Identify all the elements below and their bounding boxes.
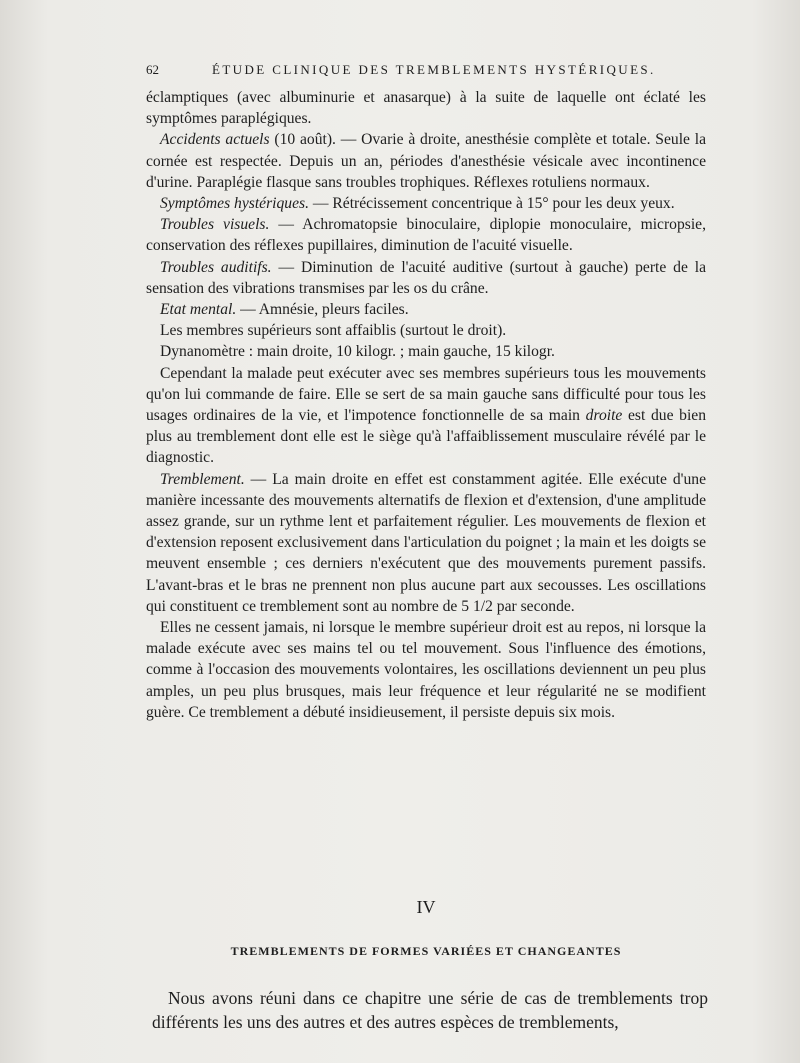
section-label: Troubles visuels.: [160, 216, 270, 234]
section-label: Troubles auditifs.: [160, 258, 272, 276]
section-label: Tremblement.: [160, 470, 245, 488]
paragraph: [146, 299, 706, 320]
section-label: Symptômes hystériques.: [160, 195, 309, 213]
paragraph: [146, 257, 706, 299]
paragraph-text: — Diminution de l'acuité auditive (surtout à gauche) perte de la sensation des vibrations transmises par les os du crâne.: [146, 258, 706, 297]
paragraph-text: est due bien plus au tremblement dont elle est le siège qu'à l'affaiblissement musculaire révélé par le diagnostic.: [146, 407, 707, 467]
paragraph-text: éclamptiques (avec albuminurie et anasarque) à la suite de laquelle ont éclaté les symptômes paraplégiques.: [146, 89, 706, 128]
page-number: 62: [146, 62, 159, 77]
paragraph: [146, 469, 706, 617]
chapter-number: IV: [416, 897, 436, 917]
chapter-title: TREMBLEMENTS DE FORMES VARIÉES ET CHANGEANTES: [230, 944, 622, 958]
paragraph: [146, 617, 706, 723]
paragraph-text: — La main droite en effet est constamment agitée. Elle exécute d'une manière incessante des mouvements alternatifs de flexion et d'extension, d'une amplitude assez grande, sur un rythme lent et parfaitement régulier. Les mouvements de flexion et d'extension reposent exclusivement dans l'articulation du poignet ; la main et les doigts se meuvent ensemble ; ces derniers n'exécutent que des mouvements purement passifs. L'avant-bras et le bras ne prennent non plus aucune part aux secousses. Les oscillations qui constituent ce tremblement sont au nombre de 5 1/2 par seconde.: [146, 470, 706, 615]
paragraph: [146, 341, 706, 362]
chapter-intro: [152, 986, 708, 1034]
section-label: Accidents actuels: [160, 131, 270, 149]
paragraph: [146, 214, 706, 256]
paragraph-text: — Achromatopsie binoculaire, diplopie monoculaire, micropsie, conservation des réflexes pupillaires, diminution de l'acuité visuelle.: [146, 216, 706, 255]
paragraph: [146, 363, 706, 469]
running-title: ÉTUDE CLINIQUE DES TREMBLEMENTS HYSTÉRIQUES.: [212, 62, 656, 77]
paragraph: [146, 193, 706, 214]
paragraph: [146, 87, 706, 129]
section-label: Etat mental.: [160, 301, 237, 319]
paragraph-text: Elles ne cessent jamais, ni lorsque le membre supérieur droit est au repos, ni lorsque la malade exécute avec ses mains tel ou tel mouvement. Sous l'influence des émotions, comme à l'occasion des mouvements volontaires, les oscillations deviennent un peu plus amples, un peu plus brusques, mais leur fréquence et leur régularité ne se modifient guère. Ce tremblement a débuté insidieusement, il persiste depuis six mois.: [146, 619, 706, 721]
paragraph-text: — Rétrécissement concentrique à 15° pour les deux yeux.: [308, 195, 675, 213]
paragraph-text: — Amnésie, pleurs faciles.: [236, 301, 409, 319]
running-header: [146, 62, 706, 84]
paragraph-text: Les membres supérieurs sont affaiblis (surtout le droit).: [160, 322, 507, 340]
paragraph: [146, 129, 706, 193]
paragraph: [146, 320, 706, 341]
paragraph-text: Dynanomètre : main droite, 10 kilogr. ; main gauche, 15 kilogr.: [160, 343, 555, 361]
paragraph: Nous avons réuni dans ce chapitre une série de cas de tremblements trop différents les uns des autres et des autres espèces de tremblements,: [152, 988, 708, 1032]
body-text: [146, 87, 706, 723]
emphasis: droite: [585, 407, 623, 425]
paragraph-text: (10 août). — Ovarie à droite, anesthésie complète et totale. Seule la cornée est respectée. Depuis un an, périodes d'anesthésie vésicale avec incontinence d'urine. Paraplégie flasque sans troubles trophiques. Réflexes rotuliens normaux.: [146, 131, 707, 191]
paragraph-text: Cependant la malade peut exécuter avec ses membres supérieurs tous les mouvements qu'on lui commande de faire. Elle se sert de sa main gauche sans difficulté pour tous les usages ordinaires de la vie, et l'impotence fonctionnelle de sa main: [146, 364, 706, 425]
